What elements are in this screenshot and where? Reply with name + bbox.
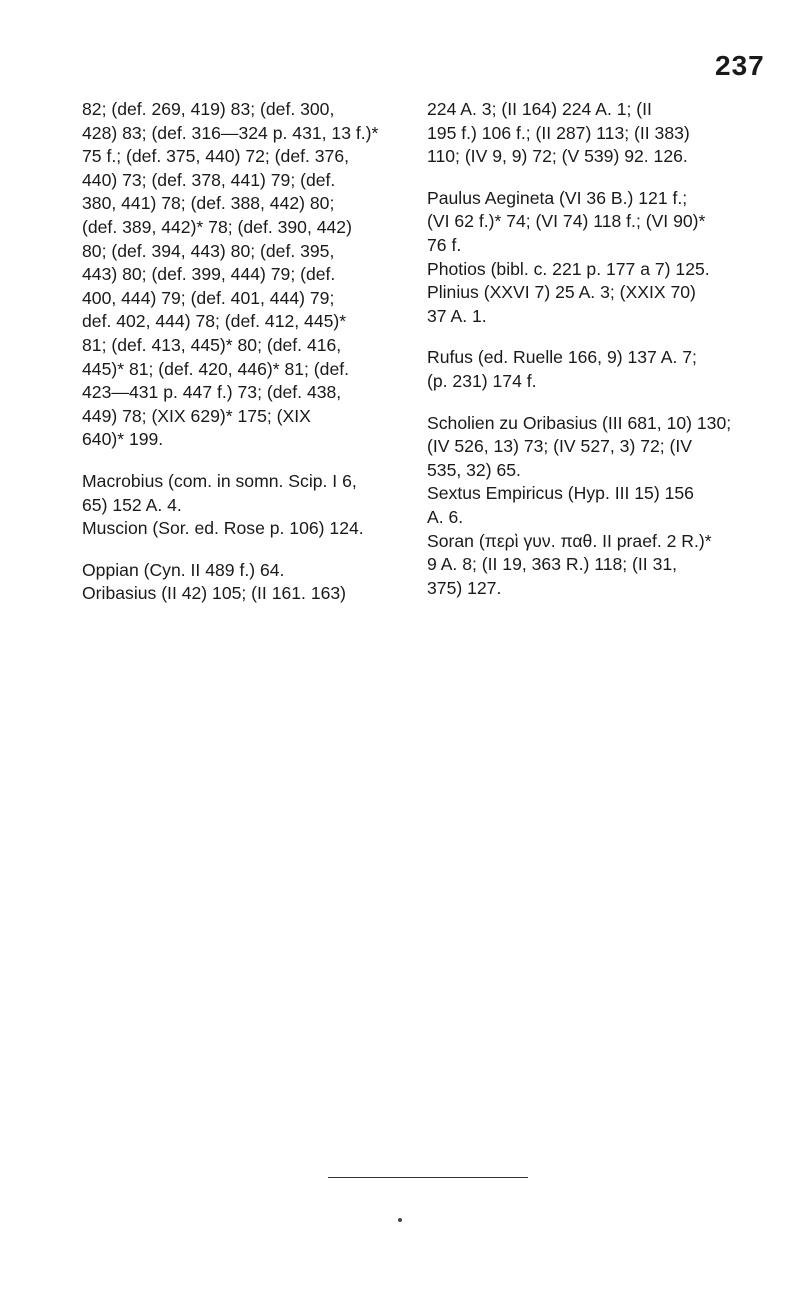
- print-speck: [398, 1218, 402, 1222]
- entry-line: 400, 444) 79; (def. 401, 444) 79;: [82, 287, 335, 308]
- entry-line: 535, 32) 65.: [427, 459, 521, 480]
- entry-line: (IV 526, 13) 73; (IV 527, 3) 72; (IV: [427, 436, 693, 457]
- index-entry-photios: [427, 258, 747, 282]
- index-entry-oribasius: [82, 582, 402, 606]
- entry-line: 75 f.; (def. 375, 440) 72; (def. 376,: [82, 146, 350, 167]
- entry-line: 9 A. 8; (II 19, 363 R.) 118; (II 31,: [427, 554, 678, 575]
- entry-line: Muscion (Sor. ed. Rose p. 106) 124.: [82, 518, 364, 539]
- index-entry-continuation: [82, 98, 402, 452]
- entry-line: Scholien zu Oribasius (III 681, 10) 130;: [427, 412, 732, 433]
- page-number: 237: [715, 50, 765, 81]
- index-entry-muscion: [82, 517, 402, 541]
- index-entry-sextus-empiricus: [427, 482, 747, 529]
- entry-line: Sextus Empiricus (Hyp. III 15) 156: [427, 483, 694, 504]
- index-entry-macrobius: [82, 470, 402, 517]
- index-entry-scholien-oribasius: [427, 412, 747, 483]
- entry-line: (def. 389, 442)* 78; (def. 390, 442): [82, 216, 352, 237]
- entry-line: 110; (IV 9, 9) 72; (V 539) 92. 126.: [427, 146, 688, 167]
- entry-line: 65) 152 A. 4.: [82, 494, 182, 515]
- entry-line: 80; (def. 394, 443) 80; (def. 395,: [82, 240, 335, 261]
- index-entry-oribasius-continued: [427, 98, 747, 169]
- entry-line: 375) 127.: [427, 577, 502, 598]
- entry-line: 380, 441) 78; (def. 388, 442) 80;: [82, 193, 335, 214]
- entry-line: 640)* 199.: [82, 429, 164, 450]
- entry-line: 428) 83; (def. 316—324 p. 431, 13 f.)*: [82, 122, 379, 143]
- index-entry-soran: [427, 530, 747, 601]
- index-entry-paulus-aegineta: [427, 187, 747, 258]
- index-column-right: [427, 98, 747, 600]
- entry-line: A. 6.: [427, 506, 464, 527]
- entry-line: 440) 73; (def. 378, 441) 79; (def.: [82, 169, 336, 190]
- entry-line: 423—431 p. 447 f.) 73; (def. 438,: [82, 382, 342, 403]
- index-entry-rufus: [427, 346, 747, 393]
- entry-line: 81; (def. 413, 445)* 80; (def. 416,: [82, 334, 342, 355]
- entry-line: Plinius (XXVI 7) 25 A. 3; (XXIX 70): [427, 282, 696, 303]
- index-entry-oppian: [82, 559, 402, 583]
- entry-line: Oribasius (II 42) 105; (II 161. 163): [82, 583, 347, 604]
- entry-line: (VI 62 f.)* 74; (VI 74) 118 f.; (VI 90)*: [427, 211, 706, 232]
- entry-line: def. 402, 444) 78; (def. 412, 445)*: [82, 311, 347, 332]
- end-rule: [328, 1177, 528, 1178]
- entry-line: Soran (περὶ γυν. παθ. II praef. 2 R.)*: [427, 530, 712, 551]
- index-column-left: [82, 98, 402, 606]
- entry-line: Oppian (Cyn. II 489 f.) 64.: [82, 559, 285, 580]
- entry-line: Paulus Aegineta (VI 36 B.) 121 f.;: [427, 187, 688, 208]
- entry-line: 82; (def. 269, 419) 83; (def. 300,: [82, 99, 335, 119]
- entry-line: Rufus (ed. Ruelle 166, 9) 137 A. 7;: [427, 347, 697, 368]
- entry-line: 445)* 81; (def. 420, 446)* 81; (def.: [82, 358, 350, 379]
- entry-line: Photios (bibl. c. 221 p. 177 a 7) 125.: [427, 258, 710, 279]
- entry-line: (p. 231) 174 f.: [427, 370, 537, 391]
- entry-line: Macrobius (com. in somn. Scip. I 6,: [82, 470, 357, 491]
- entry-line: 224 A. 3; (II 164) 224 A. 1; (II: [427, 99, 652, 119]
- entry-line: 76 f.: [427, 234, 462, 255]
- entry-line: 443) 80; (def. 399, 444) 79; (def.: [82, 264, 336, 285]
- entry-line: 449) 78; (XIX 629)* 175; (XIX: [82, 405, 311, 426]
- entry-line: 37 A. 1.: [427, 305, 487, 326]
- index-entry-plinius: [427, 281, 747, 328]
- entry-line: 195 f.) 106 f.; (II 287) 113; (II 383): [427, 122, 690, 143]
